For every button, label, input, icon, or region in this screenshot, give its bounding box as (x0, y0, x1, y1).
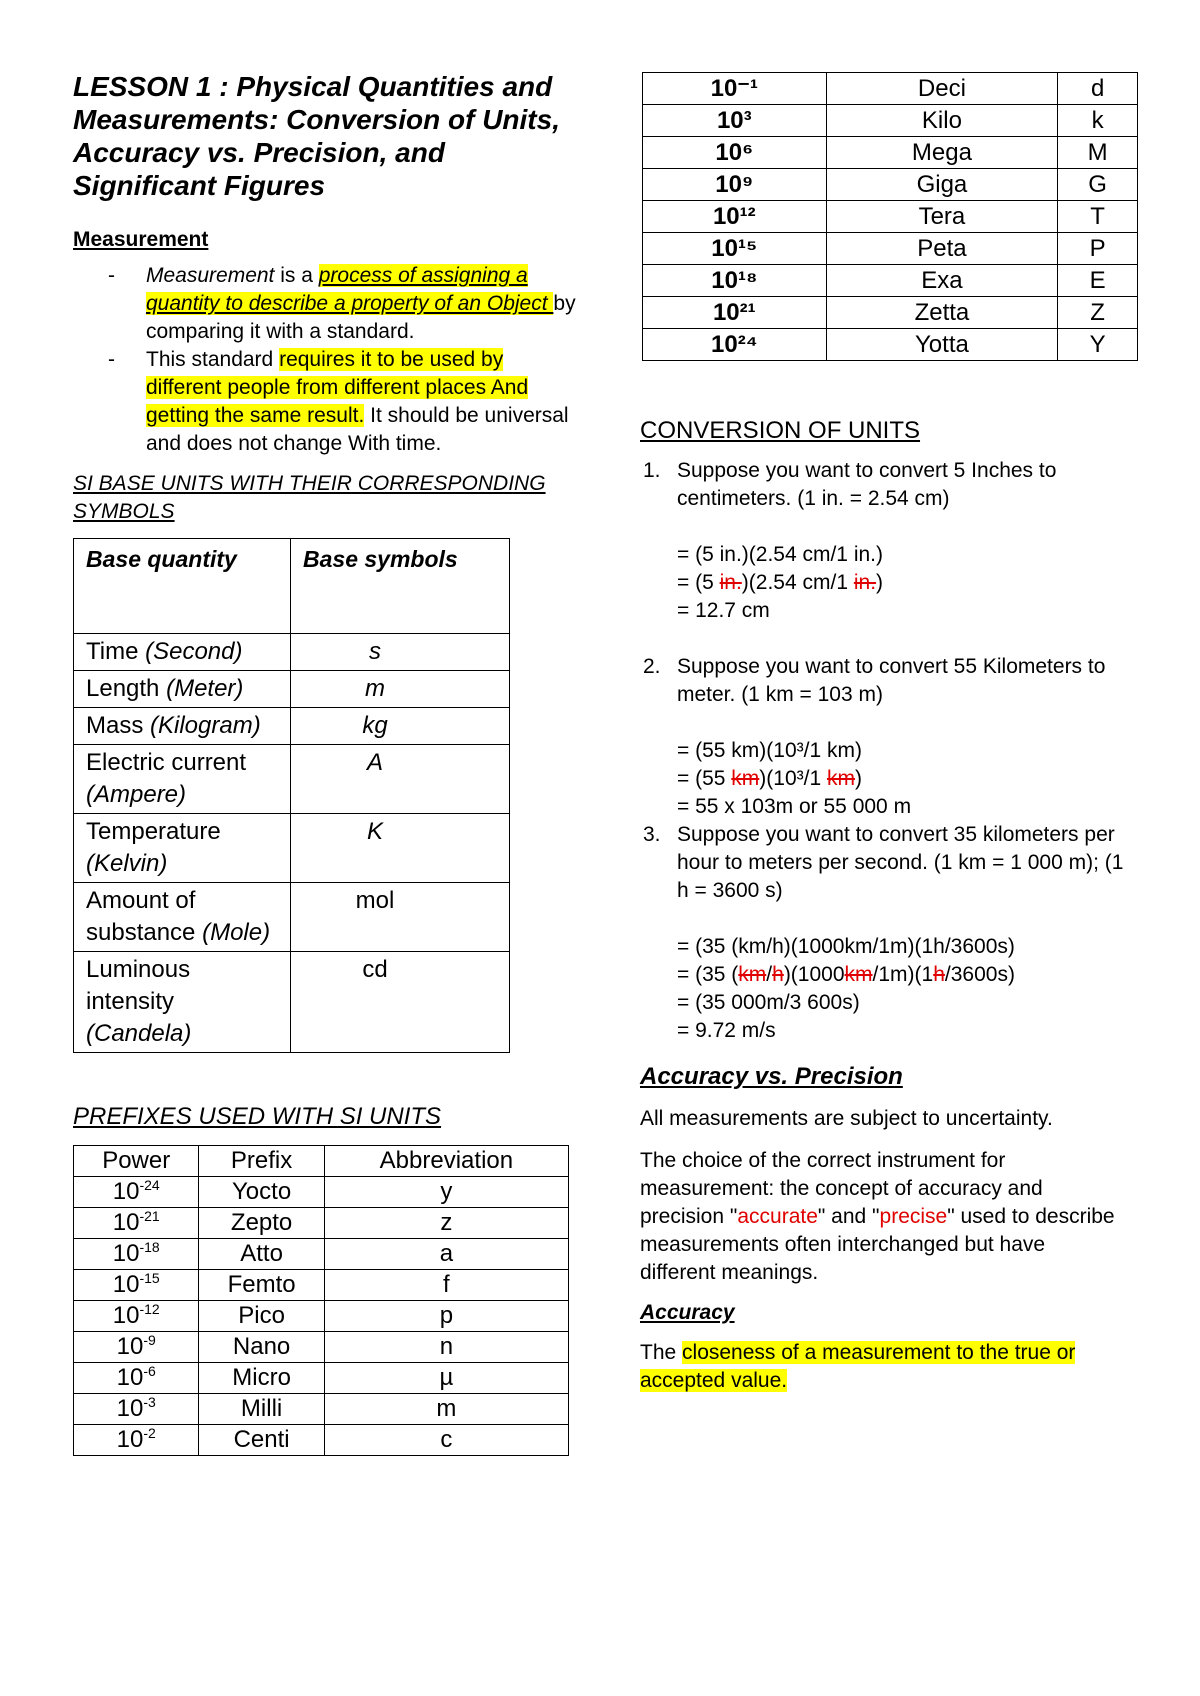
abbreviation-cell: M (1058, 137, 1138, 169)
prefix-cell: Micro (199, 1363, 324, 1394)
abbreviation-cell: k (1058, 105, 1138, 137)
table-row (74, 1332, 569, 1363)
calc-line: = 9.72 m/s (677, 1019, 776, 1042)
calc-line: = 12.7 cm (677, 599, 770, 622)
base-quantity-cell: Time (Second) (74, 634, 291, 671)
cancelled-unit: km (731, 767, 760, 790)
table-row (74, 1177, 569, 1208)
cancelled-unit: in. (719, 571, 742, 594)
header-prefix: Prefix (199, 1146, 324, 1177)
abbreviation-cell: T (1058, 201, 1138, 233)
base-quantity-cell: Amount of substance (Mole) (74, 883, 291, 952)
calc-line: = (35 (km/h)(1000km/1m)(1h/3600s) (677, 963, 1015, 986)
power-cell: $10^{-15}$ (74, 1270, 199, 1301)
prefix-cell: Giga (826, 169, 1058, 201)
cancelled-unit: km (826, 767, 855, 790)
abbreviation-cell: y (324, 1177, 568, 1208)
table-row (74, 1208, 569, 1239)
prefix-cell: Mega (826, 137, 1058, 169)
abbreviation-cell: m (324, 1394, 568, 1425)
power-cell: 10¹⁵ (643, 233, 827, 265)
abbreviation-cell: n (324, 1332, 568, 1363)
base-quantity-cell: Temperature (Kelvin) (74, 814, 291, 883)
header-base-symbols: Base symbols (291, 539, 510, 634)
measurement-bullets (73, 262, 583, 458)
prefix-cell: Pico (199, 1301, 324, 1332)
table-row (74, 1363, 569, 1394)
power-cell: $10^{-6}$ (74, 1363, 199, 1394)
cancelled-unit: in. (853, 571, 877, 594)
item-text: Suppose you want to convert 5 Inches to centimeters. (1 in. = 2.54 cm) (677, 459, 1057, 510)
base-quantity-cell: Electric current (Ampere) (74, 745, 291, 814)
prefix-table-large (642, 72, 1138, 361)
abbreviation-cell: P (1058, 233, 1138, 265)
table-row (74, 1270, 569, 1301)
calc-line: = (55 km)(10³/1 km) (677, 767, 862, 790)
calc-line: = (35 (km/h)(1000km/1m)(1h/3600s) (677, 935, 1015, 958)
conversion-heading: CONVERSION OF UNITS (640, 417, 921, 444)
table-row (643, 297, 1138, 329)
table-row (74, 1239, 569, 1270)
si-base-table (73, 538, 510, 1053)
table-row (74, 883, 510, 952)
prefix-cell: Exa (826, 265, 1058, 297)
table-row (74, 1301, 569, 1332)
base-symbol-cell: cd (291, 952, 510, 1053)
table-row (74, 708, 510, 745)
highlighted-definition: process of assigning a quantity to describe a property of an Object (146, 264, 554, 315)
abbreviation-cell: Z (1058, 297, 1138, 329)
item-number: 1. (643, 459, 661, 482)
measurement-heading: Measurement (73, 228, 209, 251)
prefix-cell: Nano (199, 1332, 324, 1363)
header-power: Power (74, 1146, 199, 1177)
prefix-cell: Deci (826, 73, 1058, 105)
table-row (74, 814, 510, 883)
list-item: - This standard requires it to be used by different people from different places And getting the same result. It should be universal and does not change With time. (108, 348, 569, 455)
list-item (640, 653, 1140, 709)
conversion-list (640, 653, 1140, 709)
table-row (643, 201, 1138, 233)
prefix-cell: Kilo (826, 105, 1058, 137)
prefix-cell: Femto (199, 1270, 324, 1301)
abbreviation-cell: µ (324, 1363, 568, 1394)
table-row (74, 671, 510, 708)
power-cell: $10^{-9}$ (74, 1332, 199, 1363)
power-cell: 10²⁴ (643, 329, 827, 361)
prefix-cell: Tera (826, 201, 1058, 233)
instrument-paragraph: The choice of the correct instrument for measurement: the concept of accuracy and precision "accurate" and "precise" used to describe measurements often interchanged but have different meanings. (640, 1149, 1115, 1284)
item-number: 3. (643, 823, 661, 846)
power-cell: 10⁶ (643, 137, 827, 169)
prefix-cell: Zepto (199, 1208, 324, 1239)
calc-line: = (5 in.)(2.54 cm/1 in.) (677, 571, 884, 594)
list-item (640, 821, 1140, 905)
table-row (74, 952, 510, 1053)
accuracy-subheading: Accuracy (640, 1301, 735, 1324)
text-fragment: by comparing it with a standard. (146, 292, 576, 343)
power-cell: $10^{-2}$ (74, 1425, 199, 1456)
list-item (640, 457, 1140, 513)
power-cell: $10^{-21}$ (74, 1208, 199, 1239)
conversion-list (640, 821, 1140, 905)
calc-line: = (55 km)(10³/1 km) (677, 739, 862, 762)
abbreviation-cell: c (324, 1425, 568, 1456)
item-text: Suppose you want to convert 55 Kilometers to meter. (1 km = 103 m) (677, 655, 1106, 706)
highlighted-standard: requires it to be used by different people from different places And getting the same result. (146, 348, 529, 427)
base-symbol-cell: kg (291, 708, 510, 745)
cancelled-unit: km (738, 963, 767, 986)
prefix-cell: Centi (199, 1425, 324, 1456)
table-row (643, 73, 1138, 105)
lesson-title: LESSON 1 : Physical Quantities and Measurements: Conversion of Units, Accuracy vs. Precision, and Significant Figures (73, 71, 560, 201)
abbreviation-cell: Y (1058, 329, 1138, 361)
accuracy-definition: The closeness of a measurement to the true or accepted value. (640, 1341, 1076, 1392)
table-row (643, 137, 1138, 169)
term-measurement: Measurement (146, 264, 275, 287)
table-row (643, 169, 1138, 201)
term-accurate: accurate (737, 1205, 818, 1228)
abbreviation-cell: a (324, 1239, 568, 1270)
power-cell: 10²¹ (643, 297, 827, 329)
abbreviation-cell: G (1058, 169, 1138, 201)
base-symbol-cell: m (291, 671, 510, 708)
prefixes-heading: PREFIXES USED WITH SI UNITS (73, 1103, 442, 1130)
base-symbol-cell: mol (291, 883, 510, 952)
calc-line: = 55 x 103m or 55 000 m (677, 795, 912, 818)
accuracy-precision-heading: Accuracy vs. Precision (640, 1063, 903, 1090)
power-cell: 10³ (643, 105, 827, 137)
table-row (74, 634, 510, 671)
power-cell: $10^{-18}$ (74, 1239, 199, 1270)
abbreviation-cell: d (1058, 73, 1138, 105)
prefix-cell: Atto (199, 1239, 324, 1270)
calc-line: = (5 in.)(2.54 cm/1 in.) (677, 543, 883, 566)
prefix-cell: Yotta (826, 329, 1058, 361)
cancelled-unit: h (933, 963, 945, 986)
power-cell: 10¹⁸ (643, 265, 827, 297)
text-fragment: This standard (146, 348, 280, 371)
list-item: - Measurement is a process of assigning a quantity to describe a property of an Object by comparing it with a standard. (108, 264, 576, 343)
abbreviation-cell: f (324, 1270, 568, 1301)
left-column (73, 70, 583, 1456)
base-symbol-cell: A (291, 745, 510, 814)
si-base-caption: SI BASE UNITS WITH THEIR CORRESPONDING SYMBOLS (73, 472, 546, 523)
conversion-list (640, 457, 1140, 513)
base-symbol-cell: s (291, 634, 510, 671)
text-fragment: is a (274, 264, 319, 287)
item-text: Suppose you want to convert 35 kilometers per hour to meters per second. (1 km = 1 000 m); (1 h = 3600 s) (677, 823, 1124, 902)
abbreviation-cell: p (324, 1301, 568, 1332)
header-base-quantity: Base quantity (74, 539, 291, 634)
prefix-cell: Zetta (826, 297, 1058, 329)
prefix-cell: Yocto (199, 1177, 324, 1208)
power-cell: $10^{-24}$ (74, 1177, 199, 1208)
right-column (640, 72, 1140, 1409)
table-row (74, 1425, 569, 1456)
power-cell: $10^{-3}$ (74, 1394, 199, 1425)
prefix-cell: Peta (826, 233, 1058, 265)
cancelled-unit: km (844, 963, 873, 986)
calc-line: = (35 000m/3 600s) (677, 991, 860, 1014)
base-symbol-cell: K (291, 814, 510, 883)
power-cell: 10⁻¹ (643, 73, 827, 105)
table-row (643, 329, 1138, 361)
abbreviation-cell: E (1058, 265, 1138, 297)
uncertainty-paragraph: All measurements are subject to uncertainty. (640, 1107, 1053, 1130)
header-abbreviation: Abbreviation (324, 1146, 568, 1177)
highlighted-definition: closeness of a measurement to the true or accepted value. (640, 1341, 1076, 1392)
power-cell: 10⁹ (643, 169, 827, 201)
term-precise: precise (879, 1205, 948, 1228)
abbreviation-cell: z (324, 1208, 568, 1239)
power-cell: 10¹² (643, 201, 827, 233)
prefix-table-small (73, 1145, 569, 1456)
cancelled-unit: h (772, 963, 784, 986)
prefix-cell: Milli (199, 1394, 324, 1425)
table-row (643, 233, 1138, 265)
base-quantity-cell: Mass (Kilogram) (74, 708, 291, 745)
text-fragment: It should be universal and does not change With time. (146, 404, 569, 455)
table-row (74, 1394, 569, 1425)
table-row (643, 265, 1138, 297)
table-row (643, 105, 1138, 137)
table-row (74, 745, 510, 814)
base-quantity-cell: Length (Meter) (74, 671, 291, 708)
base-quantity-cell: Luminous intensity (Candela) (74, 952, 291, 1053)
item-number: 2. (643, 655, 661, 678)
power-cell: $10^{-12}$ (74, 1301, 199, 1332)
